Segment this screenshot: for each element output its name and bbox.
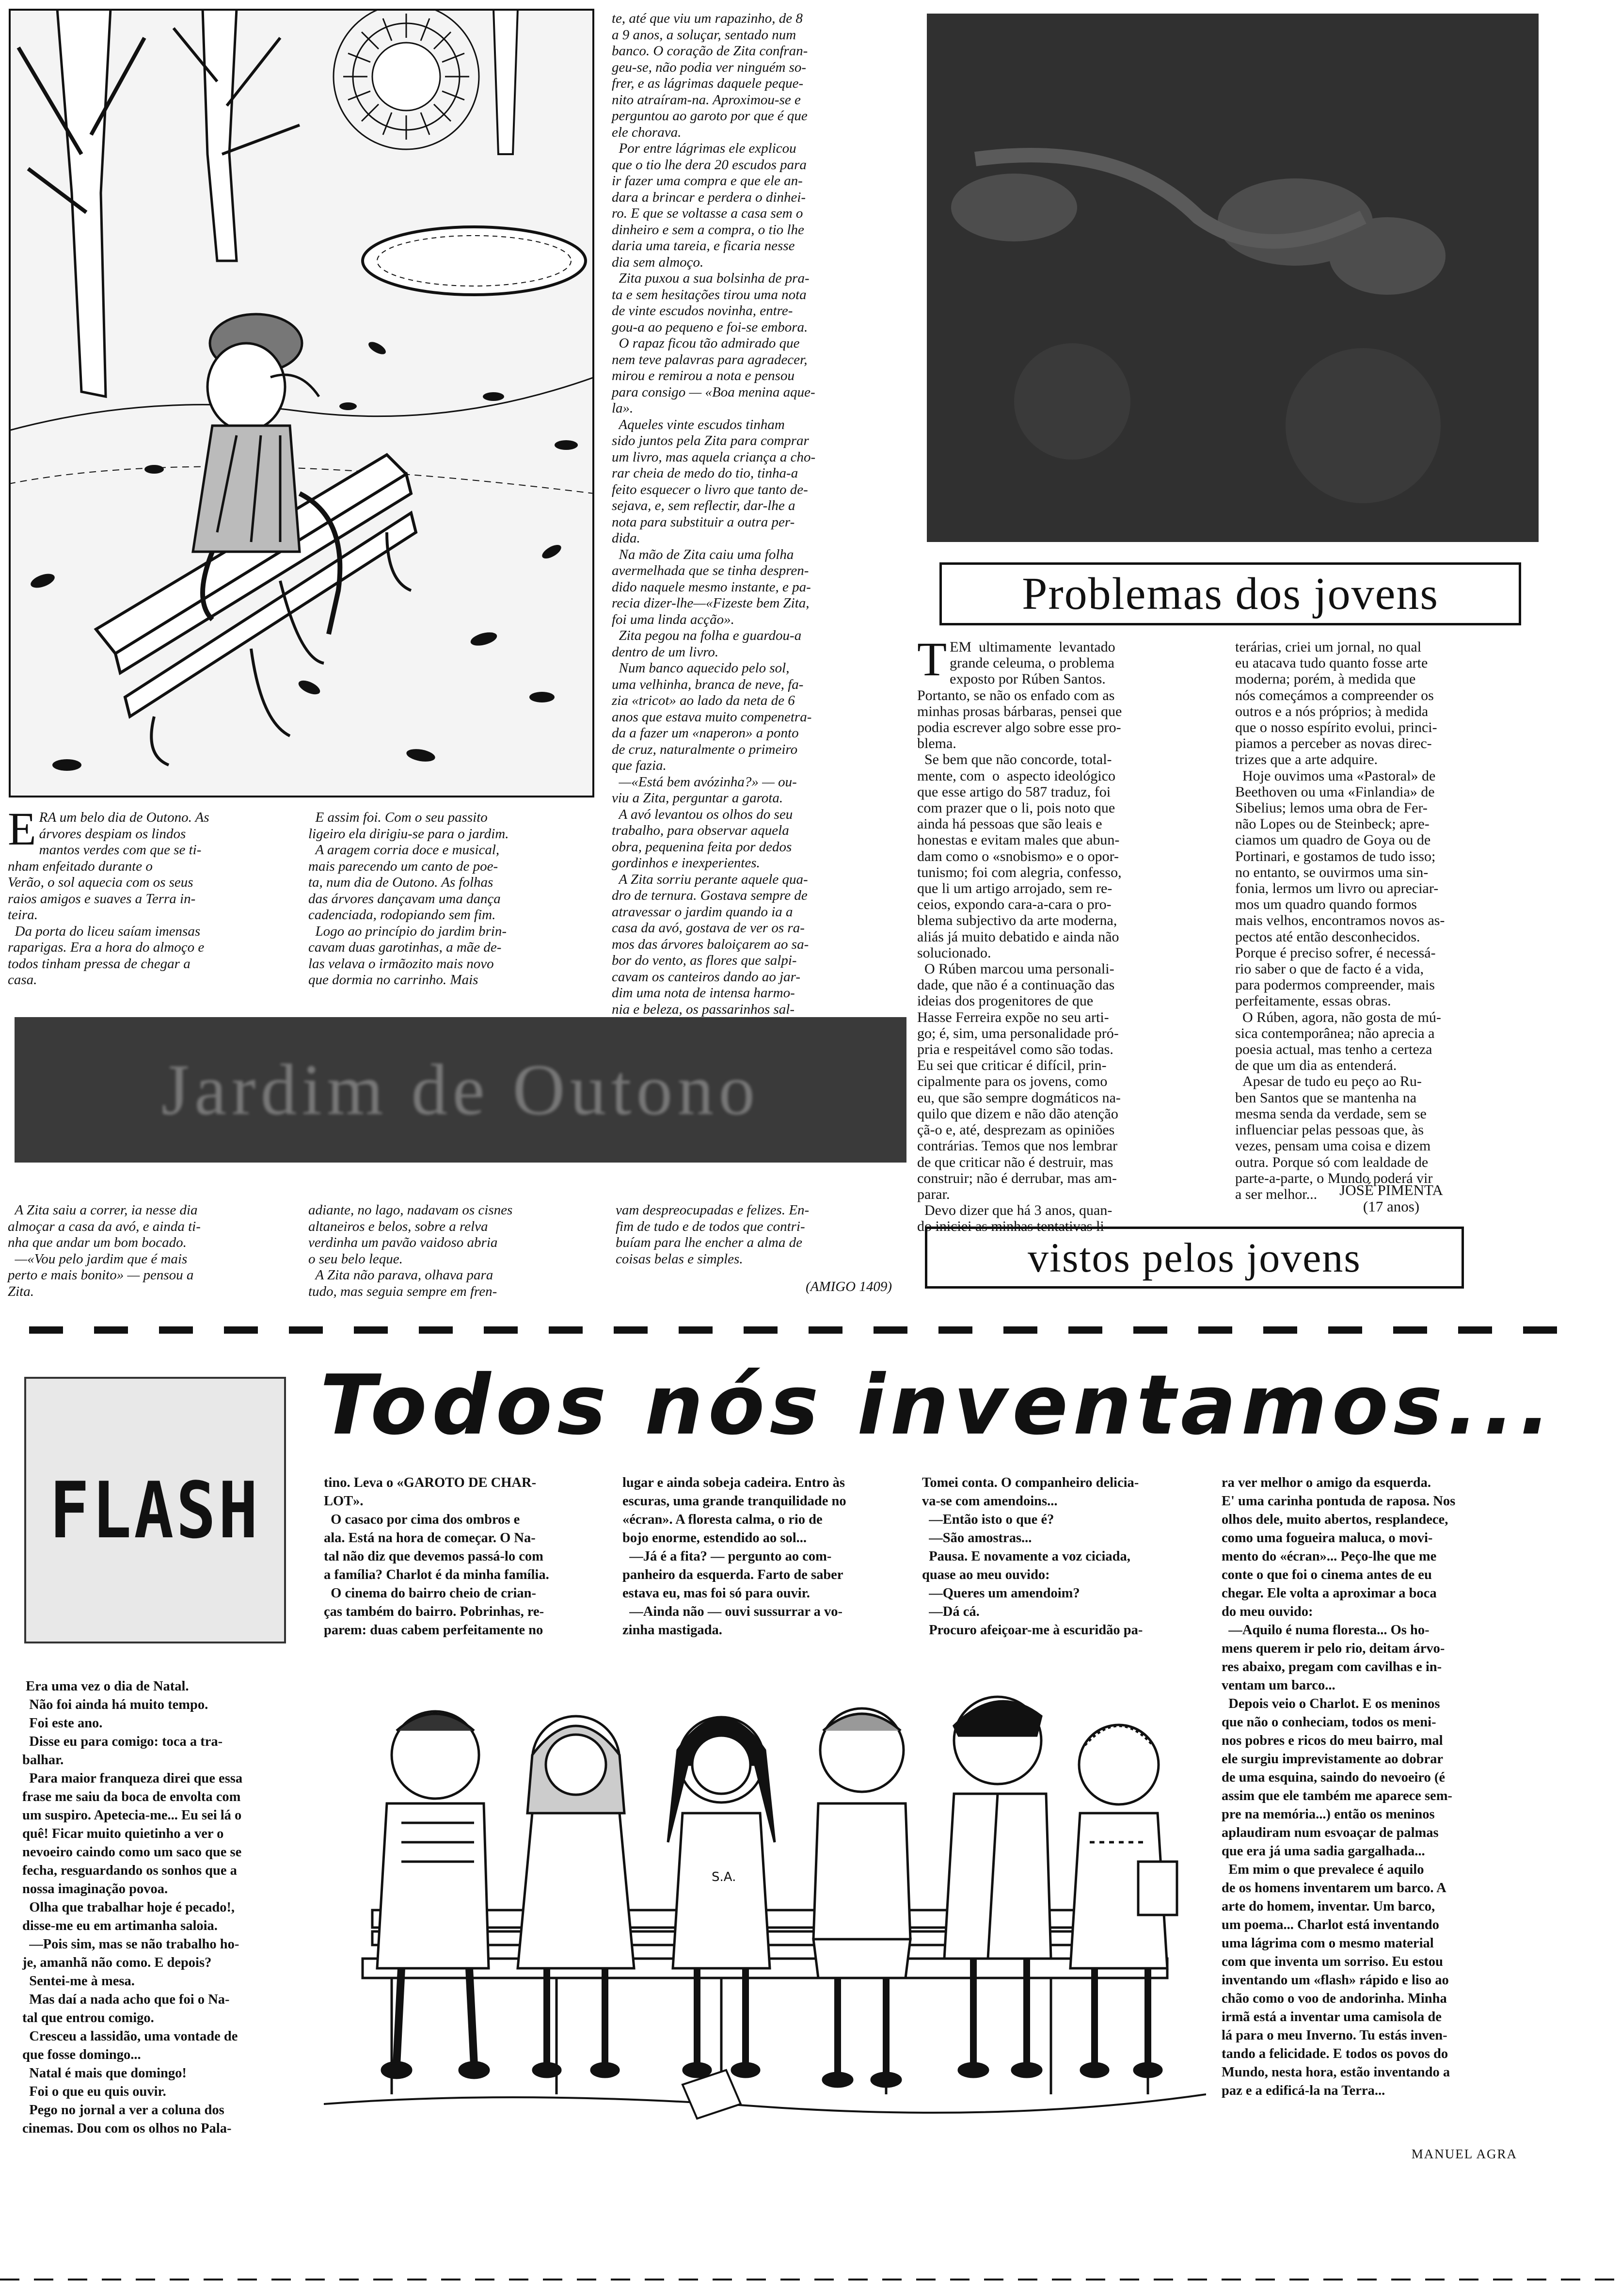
shirt-label: S.A. — [712, 1870, 736, 1884]
dropcap-t: T — [917, 632, 947, 686]
story1-banner-title: Jardim de Outono — [161, 1050, 760, 1130]
story2-column-2: terárias, criei um jornal, no qual eu atacava tudo quanto fosse arte moderna; porém, à medida que nós começámos a compreender os outros e a nós próprios; à medida que o nosso espírito evolui, princi- piamos a perceber as novas direc- trizes que a arte adquire. Hoje ouvimos uma «Pastoral» de Beethoven ou uma «Finlandia» de Sibelius; lemos uma obra de Fer- não Lopes ou de Steinbeck; apre- ciamos um quadro de Goya ou de Portinari, e gostamos de tudo isso; no entanto, se ouvirmos uma sin- fonia, lermos um livro ou apreciar- mos um quadro quando formos mais velhos, encontramos novos as- pectos até então desconhecidos. Porque é preciso sofrer, é necessá- rio saber o que de facto é a vida, para podermos compreender, mais perfeitamente, essas obras. O Rúben, agora, não gosta de mú- sica contemporânea; não aprecia a poesia actual, mas tenho a certeza de que um dia as entenderá. Apesar de tudo eu peço ao Ru- ben Santos que se mantenha na mesma senda da verdade, sem se influenciar pelas pessoas que, às vezes, pensam uma coisa e dizem outra. Porque só com lealdade de parte-a-parte, o Mundo poderá vir a ser melhor... — [1235, 639, 1445, 1202]
story2-title-top: Problemas dos jovens — [939, 562, 1521, 625]
dropcap-e: E — [8, 803, 36, 855]
story2-signature: JOSÉ PIMENTA (17 anos) — [1339, 1181, 1443, 1215]
page-bottom-rule — [0, 2279, 1621, 2280]
story3-column-2: lugar e ainda sobeja cadeira. Entro às escuras, uma grande tranquilidade no «écran». A floresta calma, o rio de bojo enorme, estendido ao sol... —Já é a fita? — pergunto ao com- panheiro da esquerda. Farto de saber estava eu, mas foi só para ouvir. —Ainda não — ouvi sussurrar a vo- zinha mastigada. — [622, 1475, 846, 1638]
story1-column-right: te, até que viu um rapazinho, de 8 a 9 anos, a soluçar, sentado num banco. O coração de Zita confran- geu-se, não podia ver ninguém so- frer, e as lágrimas daquele peque- nito atraíram-na. Aproximou-se e perguntou ao garoto por que é que ele chorava. Por entre lágrimas ele explicou que o tio lhe dera 20 escudos para ir fazer uma compra e que ele an- dara a brincar e perdera o dinhei- ro. E que se voltasse a casa sem o dinheiro e sem a compra, o tio lhe daria uma tareia, e ficaria nesse dia sem almoço. Zita puxou a sua bolsinha de pra- ta e sem hesitações tirou uma nota de vinte escudos novinha, entre- gou-a ao pequeno e foi-se embora. O rapaz ficou tão admirado que nem teve palavras para agradecer, mirou e remirou a nota e pensou para consigo — «Boa menina aque- la». Aqueles vinte escudos tinham sido juntos pela Zita para comprar um livro, mas aquela criança a cho- rar cheia de medo do tio, tinha-a feito esquecer o livro que tanto de- sejava, e, sem reflectir, dar-lhe a nota para substituir a outra per- dida. Na mão de Zita caiu uma folha avermelhada que se tinha despren- dido naquele mesmo instante, e pa- recia dizer-lhe—«Fizeste bem Zita, foi uma linda acção». Zita pegou na folha e guardou-a dentro de um livro. Num banco aquecido pelo sol, uma velhinha, branca de neve, fa- zia «tricot» ao lado da neta de 6 anos que estava muito compenetra- da a fazer um «naperon» a ponto de cruz, naturalmente o primeiro que fazia. —«Está bem avózinha?» — ou- viu a Zita, perguntar a garota. A avó levantou os olhos do seu trabalho, para observar aquela obra, pequenina feita por dedos gordinhos e inexperientes. A Zita sorriu perante aquele qua- dro de ternura. Gostava sempre de atravessar o jardim quando ia a casa da avó, gostava de ver os ra- mos das árvores baloiçarem ao sa- bor do vento, as flores que salpi- cavam os canteiros dando ao jar- dim uma nota de intensa harmo- nia e beleza, os passarinhos sal- — [612, 11, 816, 1017]
story1-bottom-column-1: A Zita saiu a correr, ia nesse dia almoçar a casa da avó, e ainda ti- nha que andar um bom bocado. —«Vou pelo jardim que é mais perto e mais bonito» — pensou a Zita. — [8, 1202, 201, 1299]
story1-column-1-text: RA um belo dia de Outono. As árvores despiam os lindos mantos verdes com que se ti- nham enfeitado durante o Verão, o sol aquecia com os seus raios amigos e suaves a Terra in- teira. Da porta do liceu saíam imensas raparigas. Era a hora do almoço e todos tinham pressa de chegar a casa. — [8, 810, 209, 988]
section-divider — [29, 1326, 1600, 1334]
story3-column-0: Era uma vez o dia de Natal. Não foi ainda há muito tempo. Foi este ano. Disse eu para comigo: toca a tra- balhar. Para maior franqueza direi que essa frase me saiu da boca de envolta com um suspiro. Apetecia-me... Eu sei lá o quê! Ficar muito quietinho a ver o nevoeiro caindo como um saco que se fecha, resguardando os sonhos que a nossa imaginação povoa. Olha que trabalhar hoje é pecado!, disse-me eu em artimanha saloia. —Pois sim, mas se não trabalho ho- je, amanhã não como. E depois? Sentei-me à mesa. Mas daí a nada acho que foi o Na- tal que entrou comigo. Cresceu a lassidão, uma vontade de que fosse domingo... Natal é mais que domingo! Foi o que eu quis ouvir. Pego no jornal a ver a coluna dos cinemas. Dou com os olhos no Pala- — [22, 1679, 243, 2136]
story2-photo — [927, 14, 1539, 542]
story1-column-1 — [8, 803, 294, 1023]
story2-column-1 — [917, 632, 1218, 1235]
flash-label: FLASH — [49, 1465, 261, 1556]
autumn-park-illustration — [9, 9, 594, 797]
story3-column-1: tino. Leva o «GAROTO DE CHAR- LOT». O casaco por cima dos ombros e ala. Está na hora de começar. O Na- tal não diz que devemos passá-lo com a família? Charlot é da minha família. O cinema do bairro cheio de crian- ças também do bairro. Pobrinhas, re- parem: duas cabem perfeitamente no — [324, 1475, 549, 1638]
children-bench-illustration — [324, 1668, 1206, 2152]
story2-title-bottom: vistos pelos jovens — [925, 1227, 1464, 1289]
story3-signature: MANUEL AGRA — [1411, 2147, 1517, 2161]
story3-column-3: Tomei conta. O companheiro delicia- va-se com amendoins... —Então isto o que é? —São amostras... Pausa. E novamente a voz ciciada, quase ao meu ouvido: —Queres um amendoim? —Dá cá. Procuro afeiçoar-me à escuridão pa- — [922, 1475, 1143, 1638]
story3-headline: Todos nós inventamos... — [320, 1357, 1556, 1453]
story1-banner — [15, 1017, 906, 1163]
story2-column-1-text: EM ultimamente levantado grande celeuma, o problema exposto por Rúben Santos. Portanto, se não os enfado com as minhas prosas bárbaras, pensei que podia escrever algo sobre esse pro- blema. Se bem que não concorde, total- mente, com o aspecto ideológico que esse artigo do 587 traduz, foi com prazer que o li, pois noto que ainda há pessoas que são leais e honestas e evitam males que abun- dam como o «snobismo» e o opor- tunismo; foi com alegria, confesso, que li um artigo arrojado, sem re- ceios, expondo cara-a-cara o pro- blema subjectivo da arte moderna, aliás já muito debatido e ainda não solucionado. O Rúben marcou uma personali- dade, que não é a continuação das ideias dos progenitores de que Hasse Ferreira expõe no seu arti- go; é, sim, uma personalidade pró- pria e respeitável como são todas. Eu sei que criticar é difícil, prin- cipalmente para os jovens, como eu, que são sempre dogmáticos na- quilo que dizem e não dão atenção çã-o e, até, desprezam as opiniões contrárias. Temos que nos lembrar de que criticar não é destruir, mas construir; não é derrubar, mas am- parar. Devo dizer que há 3 anos, quan- do iniciei as minhas tentativas li- — [917, 639, 1122, 1235]
story1-column-2: E assim foi. Com o seu passito ligeiro ela dirigiu-se para o jardim. A aragem corria doce e musical, mais parecendo um canto de poe- ta, num dia de Outono. As folhas das árvores dançavam uma dança cadenciada, rodopiando sem fim. Logo ao princípio do jardim brin- cavam duas garotinhas, a mãe de- las velava o irmãozito mais novo que dormia no carrinho. Mais — [308, 810, 509, 988]
flash-label-box — [24, 1377, 286, 1643]
story1-bottom-column-2: adiante, no lago, nadavam os cisnes altaneiros e belos, sobre a relva verdinha um pavão vaidoso abria o seu belo leque. A Zita não parava, olhava para tudo, mas seguia sempre em fren- — [308, 1202, 513, 1299]
story3-column-4: ra ver melhor o amigo da esquerda. E' uma carinha pontuda de raposa. Nos olhos dele, muito abertos, resplandece, como uma fogueira maluca, o movi- mento do «écran»... Peço-lhe que me conte o que foi o cinema antes de eu chegar. Ele volta a aproximar a boca do meu ouvido: —Aquilo é numa floresta... Os ho- mens querem ir pelo rio, deitam árvo- res abaixo, pregam com cavilhas e in- ventam um barco... Depois veio o Charlot. E os meninos que não o conheciam, todos os meni- nos pobres e ricos do meu bairro, mal ele surgiu imprevistamente ao dobrar de uma esquina, saindo do nevoeiro (é assim que ele também me aparece sem- pre na memória...) então os meninos aplaudiram num esvoaçar de palmas que era já uma sadia gargalhada... Em mim o que prevalece é aquilo de os homens inventarem um barco. A arte do homem, inventar. Um barco, um poema... Charlot está inventando uma lágrima com o mesmo material com que inventa um sorriso. Eu estou inventando um «flash» rápido e liso ao chão como o voo de andorinha. Minha irmã está a inventar uma camisola de lá para o meu Inverno. Tu estás inven- tando a felicidade. E todos os povos do Mundo, nesta hora, estão inventando a paz e a edificá-la na Terra... — [1222, 1475, 1456, 2098]
story1-signature: (AMIGO 1409) — [806, 1279, 892, 1294]
story1-bottom-column-3: vam despreocupadas e felizes. En- fim de tudo e de todos que contri- buíam para lhe encher a alma de coisas belas e simples. — [616, 1202, 810, 1267]
